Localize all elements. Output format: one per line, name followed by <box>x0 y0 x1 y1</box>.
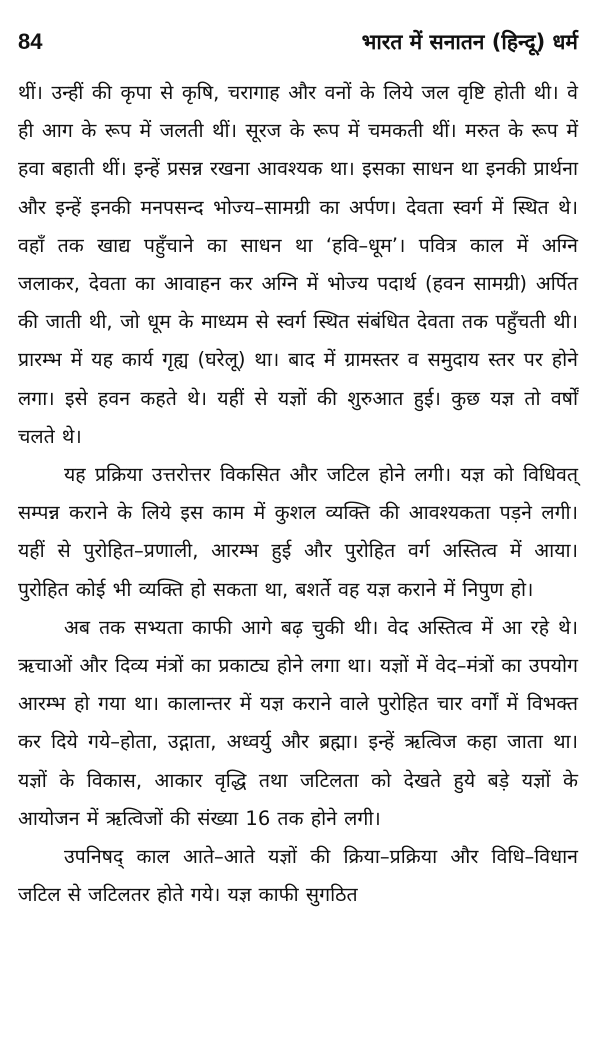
paragraph-2: यह प्रक्रिया उत्तरोत्तर विकसित और जटिल होने लगी। यज्ञ को विधिवत् सम्पन्न कराने के लिये इस काम में कुशल व्यक्ति की आवश्यकता पड़ने लगी। यहीं से पुरोहित–प्रणाली, आरम्भ हुई और पुरोहित वर्ग अस्तित्व में आया। पुरोहित कोई भी व्यक्ति हो सकता था, बशर्ते वह यज्ञ कराने में निपुण हो। <box>18 463 578 601</box>
running-title: भारत में सनातन (हिन्दू) धर्म <box>361 30 578 54</box>
body-text <box>18 74 578 914</box>
paragraph-1: थीं। उन्हीं की कृपा से कृषि, चरागाह और वनों के लिये जल वृष्टि होती थी। वे ही आग के रूप में जलती थीं। सूरज के रूप में चमकती थीं। मरुत के रूप में हवा बहाती थीं। इन्हें प्रसन्न रखना आवश्यक था। इसका साधन था इनकी प्रार्थना और इन्हें इनकी मनपसन्द भोज्य–सामग्री का अर्पण। देवता स्वर्ग में स्थित थे। वहाँ तक खाद्य पहुँचाने का साधन था ‘हवि–धूम’। पवित्र काल में अग्नि जलाकर, देवता का आवाहन कर अग्नि में भोज्य पदार्थ (हवन सामग्री) अर्पित की जाती थी, जो धूम के माध्यम से स्वर्ग स्थित संबंधित देवता तक पहुँचती थी। प्रारम्भ में यह कार्य गृह्य (घरेलू) था। बाद में ग्रामस्तर व समुदाय स्तर पर होने लगा। इसे हवन कहते थे। यहीं से यज्ञों की शुरुआत हुई। कुछ यज्ञ तो वर्षों चलते थे। <box>18 81 578 448</box>
page-header <box>18 28 578 72</box>
paragraph-3: अब तक सभ्यता काफी आगे बढ़ चुकी थी। वेद अस्तित्व में आ रहे थे। ऋचाओं और दिव्य मंत्रों का प्रकाट्य होने लगा था। यज्ञों में वेद–मंत्रों का उपयोग आरम्भ हो गया था। कालान्तर में यज्ञ कराने वाले पुरोहित चार वर्गों में विभक्त कर दिये गये–होता, उद्गाता, अध्वर्यु और ब्रह्मा। इन्हें ऋत्विज कहा जाता था। यज्ञों के विकास, आकार वृद्धि तथा जटिलता को देखते हुये बड़े यज्ञों के आयोजन में ऋत्विजों की संख्या 16 तक होने लगी। <box>18 615 578 830</box>
page-number: 84 <box>18 29 43 54</box>
paragraph-4: उपनिषद् काल आते–आते यज्ञों की क्रिया–प्रक्रिया और विधि–विधान जटिल से जटिलतर होते गये। यज्ञ काफी सुगठित <box>18 845 578 907</box>
